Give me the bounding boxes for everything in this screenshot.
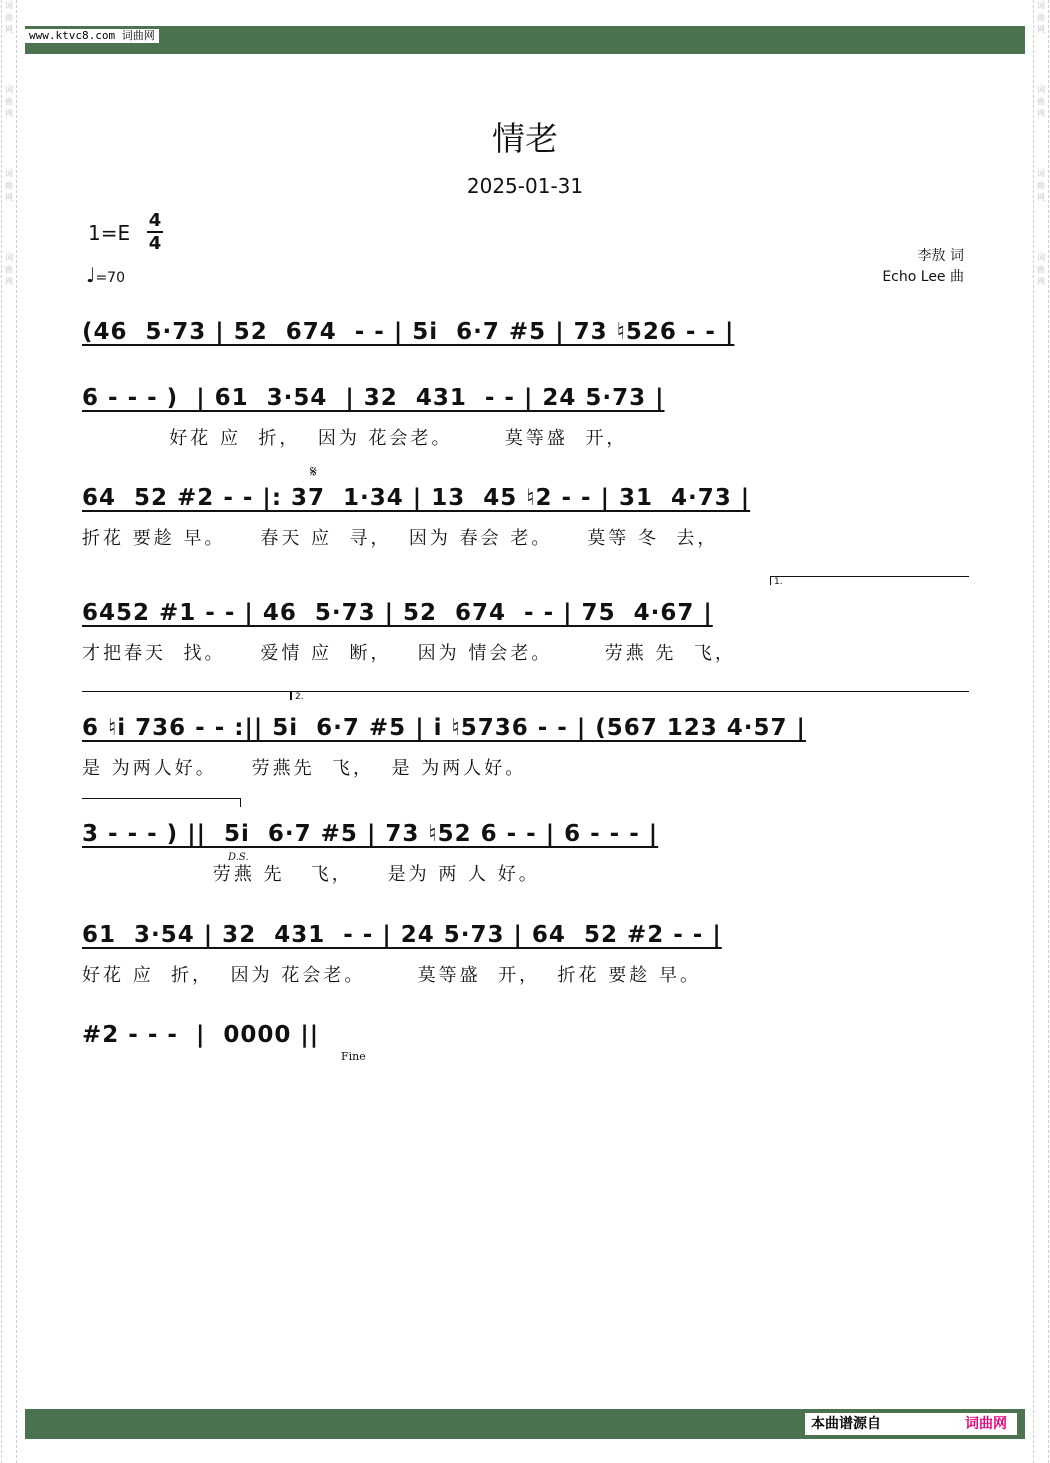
- time-bottom: 4: [148, 233, 162, 254]
- tempo-mark: [86, 263, 125, 287]
- left-watermark-strip: [1, 0, 17, 1463]
- site-url[interactable]: www.ktvc8.com 词曲网: [25, 29, 159, 43]
- header-banner: [25, 26, 1025, 54]
- lyrics: 好花 应 折， 因为 花会老。 莫等盛 开， 折花 要趁 早。: [82, 965, 701, 986]
- notation: 6452 #1 - - | 46 5·73 | 52 674 - - | 75 4·67 |: [82, 600, 713, 626]
- footer-banner: [25, 1409, 1025, 1439]
- source-attribution: [805, 1413, 1017, 1435]
- key-signature: 1=E: [88, 221, 131, 245]
- watermark-text: 词曲网: [5, 253, 13, 286]
- lyrics: 才把春天 找。 爱情 应 断， 因为 情会老。 劳燕 先 飞，: [82, 643, 736, 664]
- first-ending-bracket: [770, 576, 969, 585]
- lyrics: 折花 要趁 早。 春天 应 寻， 因为 春会 老。 莫等 冬 去，: [82, 528, 719, 549]
- notation: 64 52 #2 - - |: 37 1·34 | 13 45 ♮2 - - | 31 4·73 |: [82, 485, 751, 511]
- lyrics: 好花 应 折， 因为 花会老。 莫等盛 开，: [82, 428, 628, 449]
- watermark-text: 词曲网: [1037, 253, 1045, 286]
- volta-two-label: 2.: [295, 692, 304, 702]
- watermark-text: 词曲网: [5, 169, 13, 202]
- score-line: [82, 921, 968, 996]
- watermark-text: 词曲网: [1037, 85, 1045, 118]
- score-line: [82, 714, 968, 789]
- score-line: [82, 599, 968, 674]
- lyrics: 是 为两人好。 劳燕先 飞， 是 为两人好。: [82, 758, 527, 779]
- song-date: 2025-01-31: [466, 174, 584, 198]
- score-line: [82, 820, 968, 895]
- lyricist-credit: 李敖 词: [917, 248, 964, 264]
- notation: 6 ♮i 736 - - :|| 5i 6·7 #5 | i ♮5736 - - | (567 123 4·57 |: [82, 715, 806, 741]
- score-line: [82, 1021, 968, 1096]
- second-ending-continuation: [82, 798, 241, 807]
- first-ending-continuation: [82, 691, 291, 700]
- quarter-note-icon: ♩: [86, 263, 96, 287]
- fine-marking: Fine: [341, 1050, 366, 1063]
- score-line: [82, 318, 968, 393]
- watermark-text: 词曲网: [5, 1, 13, 34]
- right-watermark-strip: [1033, 0, 1049, 1463]
- volta-one-label: 1.: [774, 577, 783, 587]
- ds-marking: D.S.: [228, 852, 249, 863]
- notation: (46 5·73 | 52 674 - - | 5i 6·7 #5 | 73 ♮526 - - |: [82, 319, 735, 345]
- second-ending-bracket: [291, 691, 969, 700]
- watermark-text: 词曲网: [1037, 169, 1045, 202]
- score-line: [82, 484, 968, 559]
- source-label: 本曲谱源自: [811, 1416, 881, 1432]
- watermark-text: 词曲网: [1037, 1, 1045, 34]
- watermark-text: 词曲网: [5, 85, 13, 118]
- song-title: 情老: [492, 119, 558, 158]
- tempo-value: =70: [95, 270, 125, 286]
- time-signature: [148, 210, 162, 254]
- lyrics: 劳燕 先 飞， 是为 两 人 好。: [82, 864, 540, 885]
- score-line: [82, 384, 968, 459]
- notation: 3 - - - ) || 5i 6·7 #5 | 73 ♮52 6 - - | 6 - - - |: [82, 821, 659, 847]
- composer-credit: Echo Lee 曲: [882, 269, 964, 285]
- segno-sign: 𝄋: [310, 462, 317, 481]
- source-site-link[interactable]: 词曲网: [965, 1416, 1007, 1432]
- time-top: 4: [148, 210, 162, 231]
- notation: #2 - - - | 0000 ||: [82, 1022, 320, 1048]
- notation: 6 - - - ) | 61 3·54 | 32 431 - - | 24 5·73 |: [82, 385, 665, 411]
- notation: 61 3·54 | 32 431 - - | 24 5·73 | 64 52 #2 - - |: [82, 922, 722, 948]
